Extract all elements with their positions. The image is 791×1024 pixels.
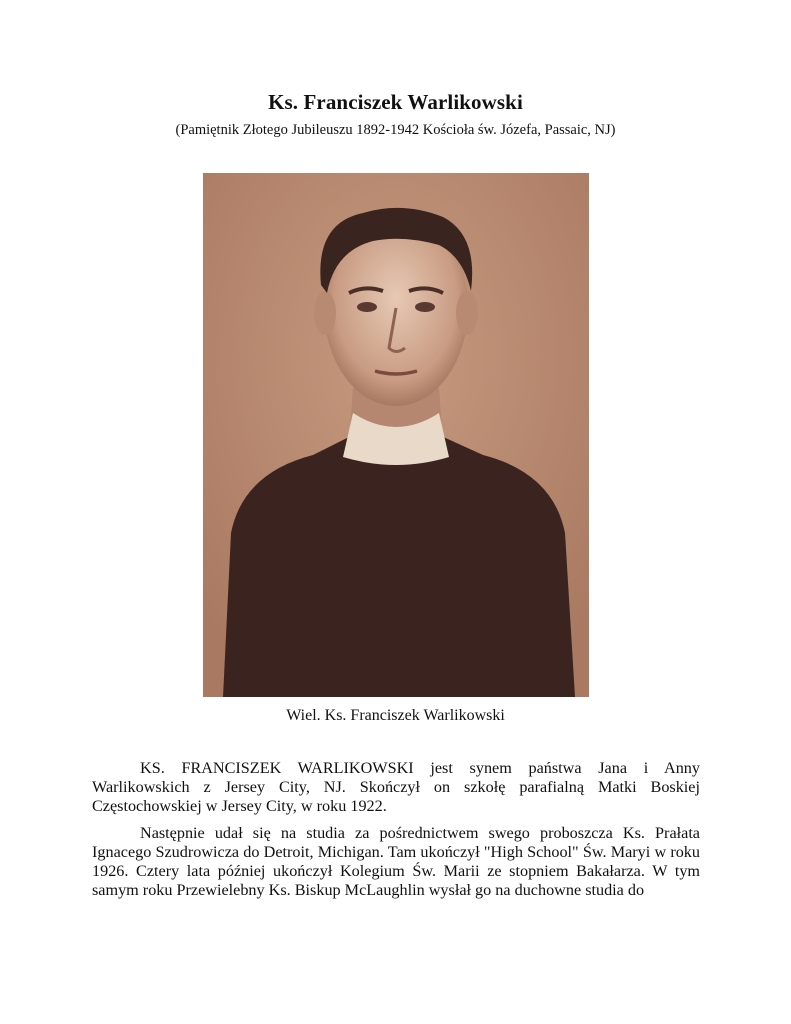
paragraph: KS. FRANCISZEK WARLIKOWSKI jest synem państwa Jana i Anny Warlikowskich z Jersey City, NJ. Skończył on szkołę parafialną Matki Boskiej Częstochowskiej w Jersey City, w roku 1922. <box>92 759 700 816</box>
page-subtitle: (Pamiętnik Złotego Jubileuszu 1892-1942 Kościoła św. Józefa, Passaic, NJ) <box>175 122 616 138</box>
portrait-illustration <box>203 173 589 697</box>
portrait-photo <box>203 173 589 697</box>
right-ear <box>456 291 478 335</box>
left-ear <box>314 291 336 335</box>
page-title: Ks. Franciszek Warlikowski <box>268 90 523 114</box>
paragraph: Następnie udał się na studia za pośrednictwem swego proboszcza Ks. Prałata Ignacego Szudrowicza do Detroit, Michigan. Tam ukończył "High School" Św. Maryi w roku 1926. Cztery lata później ukończył Kolegium Św. Marii ze stopniem Bakałarza. W tym samym roku Przewielebny Ks. Biskup McLaughlin wysłał go na duchowne studia do <box>92 823 700 900</box>
body-text <box>92 759 700 907</box>
cassock-shape <box>223 435 575 697</box>
photo-caption: Wiel. Ks. Franciszek Warlikowski <box>286 707 505 724</box>
